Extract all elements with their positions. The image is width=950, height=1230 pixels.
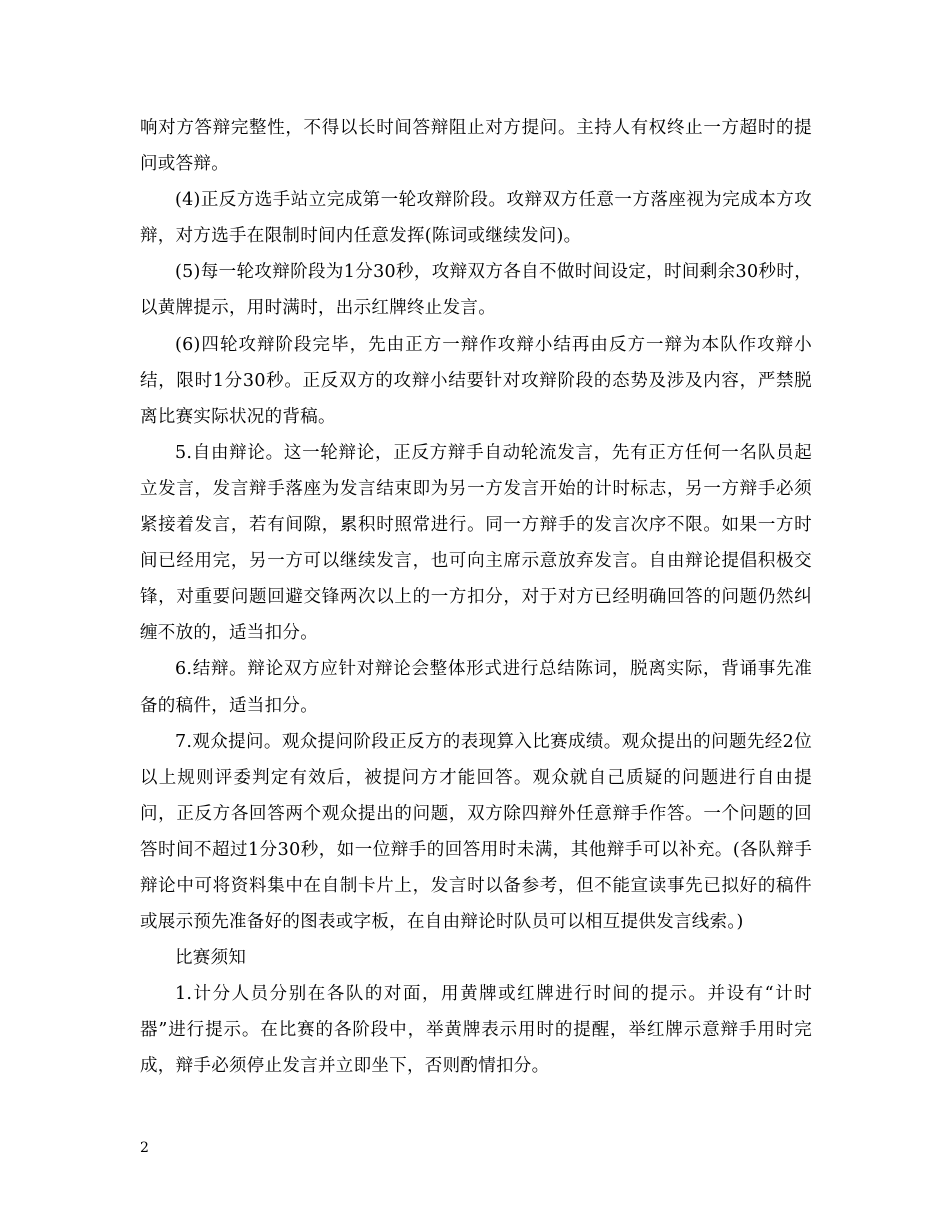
paragraph-free-debate: 5.自由辩论。这一轮辩论，正反方辩手自动轮流发言，先有正方任何一名队员起立发言，发言辩手落座为发言结束即为另一方发言开始的计时标志，另一方辩手必须紧接着发言，若有间隙，累积时照常进行。同一方辩手的发言次序不限。如果一方时间已经用完，另一方可以继续发言，也可向主席示意放弃发言。自由辩论提倡积极交锋，对重要问题回避交锋两次以上的一方扣分，对于对方已经明确回答的问题仍然纠缠不放的，适当扣分。 [140,442,812,644]
document-body [140,110,812,1085]
paragraph-closing: 6.结辩。辩论双方应针对辩论会整体形式进行总结陈词，脱离实际，背诵事先准备的稿件，适当扣分。 [140,659,812,716]
section-heading-rules: 比赛须知 [175,948,247,969]
paragraph-timing: 1.计分人员分别在各队的对面，用黄牌或红牌进行时间的提示。并设有“计时器”进行提示。在比赛的各阶段中，举黄牌表示用时的提醒，举红牌示意辩手用时完成，辩手必须停止发言并立即坐下，否则酌情扣分。 [140,984,812,1077]
page-number: 2 [140,1140,149,1156]
paragraph-rule-4: (4)正反方选手站立完成第一轮攻辩阶段。攻辩双方任意一方落座视为完成本方攻辩，对方选手在限制时间内任意发挥(陈词或继续发问)。 [140,190,812,247]
paragraph-rule-5: (5)每一轮攻辩阶段为1分30秒，攻辩双方各自不做时间设定，时间剩余30秒时，以黄牌提示，用时满时，出示红牌终止发言。 [140,262,812,319]
paragraph-continuation: 响对方答辩完整性，不得以长时间答辩阻止对方提问。主持人有权终止一方超时的提问或答辩。 [140,118,812,175]
paragraph-audience-questions: 7.观众提问。观众提问阶段正反方的表现算入比赛成绩。观众提出的问题先经2位以上规则评委判定有效后，被提问方才能回答。观众就自己质疑的问题进行自由提问，正反方各回答两个观众提出的问题，双方除四辩外任意辩手作答。一个问题的回答时间不超过1分30秒，如一位辩手的回答用时未满，其他辩手可以补充。(各队辩手辩论中可将资料集中在自制卡片上，发言时以备参考，但不能宣读事先已拟好的稿件或展示预先准备好的图表或字板，在自由辩论时队员可以相互提供发言线索。) [140,731,812,933]
paragraph-rule-6: (6)四轮攻辩阶段完毕，先由正方一辩作攻辩小结再由反方一辩为本队作攻辩小结，限时1分30秒。正反双方的攻辩小结要针对攻辩阶段的态势及涉及内容，严禁脱离比赛实际状况的背稿。 [140,334,812,427]
